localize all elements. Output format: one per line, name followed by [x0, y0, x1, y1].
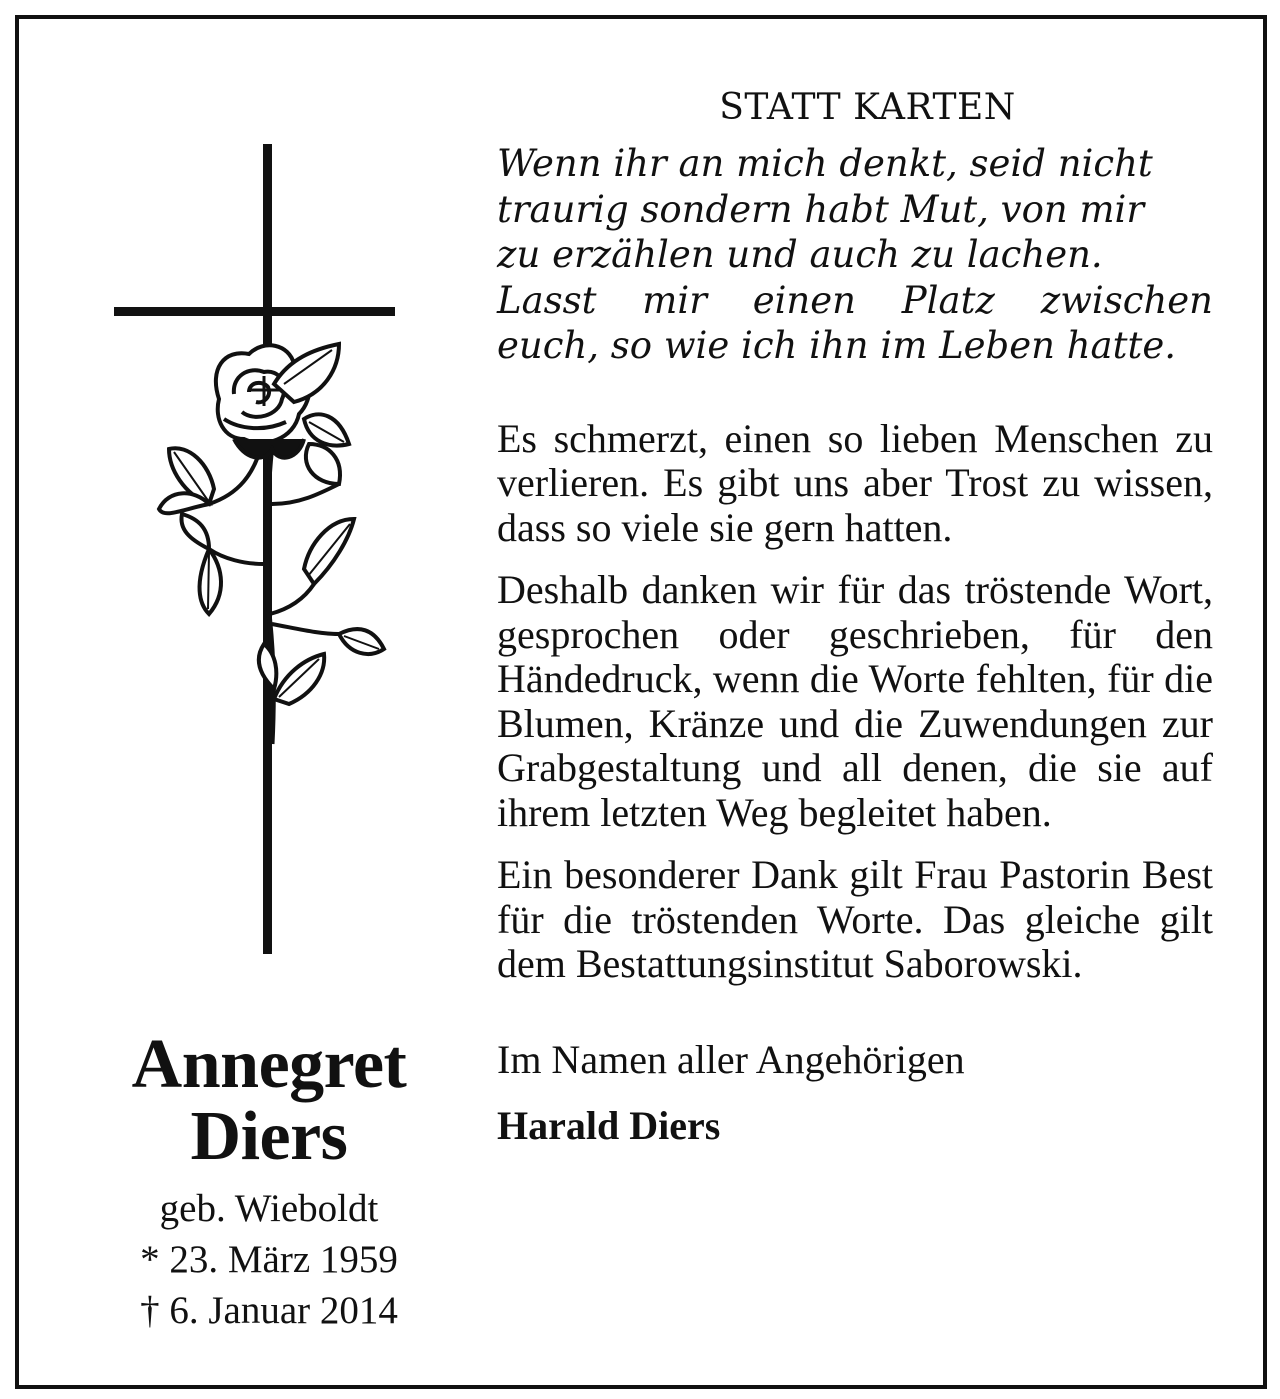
closing-line: Im Namen aller Angehörigen: [497, 1036, 965, 1082]
quote-line: Wenn ihr an mich denkt, seid nicht: [497, 142, 1153, 185]
quote-line: Lasst mir einen Platz zwischen: [497, 278, 1213, 322]
text-column: [497, 81, 1213, 1149]
deceased-first-name: Annegret: [131, 1026, 407, 1103]
birth-date: * 23. März 1959: [140, 1238, 398, 1281]
quote-line: zu erzählen und auch zu lachen.: [497, 233, 1103, 276]
deceased-name-block: [84, 1026, 454, 1336]
quote-line: euch, so wie ich ihn im Leben hatte.: [497, 324, 1176, 367]
deceased-last-name: Diers: [190, 1098, 348, 1175]
paragraph-1: Es schmerzt, einen so lieben Menschen zu verlieren. Es gibt uns aber Trost zu wissen, dass so viele sie gern hatten.: [497, 415, 1213, 550]
death-date: † 6. Januar 2014: [140, 1289, 398, 1332]
paragraph-2: Deshalb danken wir für das tröstende Wort, gesprochen oder geschrieben, für den Händedruck, wenn die Worte fehlten, für die Blumen, Kränze und die Zuwendungen zur Grabgestaltung und all denen, die sie auf ihrem letzten Weg begleitet haben.: [497, 567, 1213, 835]
quote-block: [497, 141, 1213, 369]
obituary-frame: [15, 15, 1267, 1389]
maiden-name: geb. Wieboldt: [159, 1187, 379, 1230]
header-statt-karten: STATT KARTEN: [719, 87, 1016, 128]
cross-with-rose-icon: [114, 144, 434, 984]
signer-name: Harald Diers: [497, 1102, 721, 1148]
quote-line: traurig sondern habt Mut, von mir: [497, 187, 1145, 231]
paragraph-3: Ein besonderer Dank gilt Frau Pastorin Best für die tröstenden Worte. Das gleiche gilt dem Bestattungsinstitut Saborowski.: [497, 852, 1213, 986]
